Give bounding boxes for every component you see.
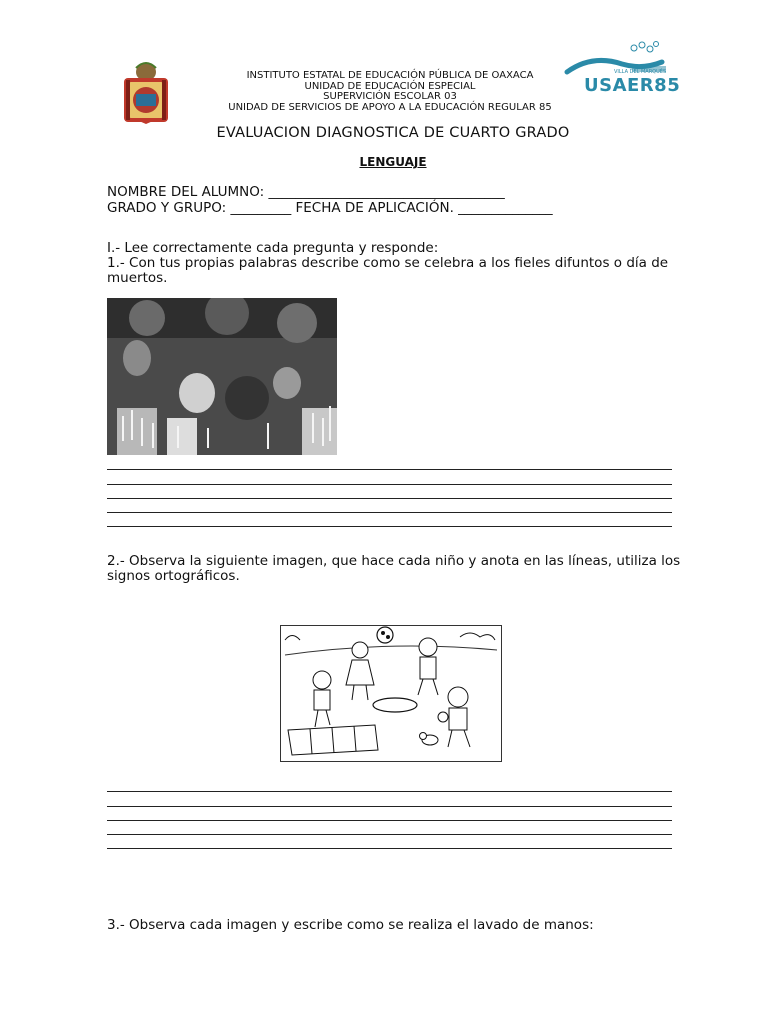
institution-header [190, 71, 590, 113]
section1-instruction: I.- Lee correctamente cada pregunta y responde: [107, 240, 439, 256]
usaer-logo-text: USAER85 [584, 75, 681, 96]
answer-lines-q1[interactable] [107, 456, 672, 527]
usaer-logo-small-text: VILLA DEL MARQUÉS [614, 69, 667, 75]
answer-line[interactable] [107, 499, 672, 513]
answer-line[interactable] [107, 807, 672, 821]
usaer-logo [562, 40, 681, 100]
header-line-2: UNIDAD DE EDUCACIÓN ESPECIAL [304, 80, 476, 92]
answer-line[interactable] [107, 792, 672, 806]
question-2: 2.- Observa la siguiente imagen, que hace cada niño y anota en las líneas, utiliza los signos ortográficos. [107, 553, 681, 584]
coat-of-arms-logo [118, 60, 174, 126]
answer-line[interactable] [107, 821, 672, 835]
children-playing-illustration [280, 625, 502, 762]
day-of-dead-photo [107, 298, 337, 455]
answer-line[interactable] [107, 485, 672, 499]
header-line-1: INSTITUTO ESTATAL DE EDUCACIÓN PÚBLICA DE OAXACA [246, 70, 534, 81]
answer-line[interactable] [107, 456, 672, 470]
answer-line[interactable] [107, 470, 672, 484]
header-line-3: SUPERVICIÓN ESCOLAR 03 [323, 91, 457, 102]
answer-lines-q2[interactable] [107, 778, 672, 849]
student-name-field[interactable]: NOMBRE DEL ALUMNO: ___________________________________ [107, 184, 505, 200]
grade-group-date-field[interactable]: GRADO Y GRUPO: _________ FECHA DE APLICACIÓN. ______________ [107, 200, 553, 216]
answer-line[interactable] [107, 778, 672, 792]
answer-line[interactable] [107, 835, 672, 849]
question-1: 1.- Con tus propias palabras describe como se celebra a los fieles difuntos o día de muertos. [107, 255, 669, 286]
subject-heading: LENGUAJE [359, 155, 427, 169]
question-3: 3.- Observa cada imagen y escribe como se realiza el lavado de manos: [107, 917, 594, 933]
header-line-4: UNIDAD DE SERVICIOS DE APOYO A LA EDUCACIÓN REGULAR 85 [228, 101, 552, 113]
answer-line[interactable] [107, 513, 672, 527]
page-title: EVALUACION DIAGNOSTICA DE CUARTO GRADO [216, 125, 570, 141]
